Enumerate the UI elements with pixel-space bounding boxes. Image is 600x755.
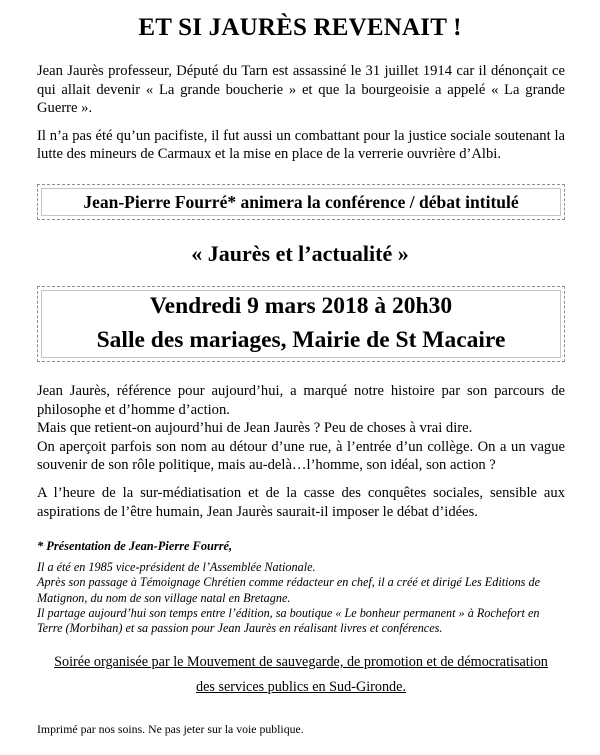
event-box	[37, 286, 565, 362]
conference-title: « Jaurès et l’actualité »	[191, 241, 409, 266]
event-venue: Salle des mariages, Mairie de St Macaire	[96, 327, 506, 353]
body-line-4: A l’heure de la sur-médiatisation et de la casse des conquêtes sociales, sensible aux aspirations de l’être humain, Jean Jaurès saurait-il imposer le débat d’idées.	[37, 484, 565, 520]
intro-paragraph-2: Il n’a pas été qu’un pacifiste, il fut aussi un combattant pour la justice sociale soutenant la lutte des mineurs de Carmaux et la mise en place de la verrerie ouvrière d’Albi.	[37, 127, 565, 163]
body-line-1: Jean Jaurès, référence pour aujourd’hui, a marqué notre histoire par son parcours de philosophe et d’homme d’action.	[37, 383, 565, 418]
presentation-line-3: Il partage aujourd’hui son temps entre l’édition, sa boutique « Le bonheur permanent » à Rochefort en Terre (Morbihan) et sa passion pour Jean Jaurès en réalisant livres et conférences.	[37, 605, 540, 636]
presentation-heading: * Présentation de Jean-Pierre Fourré,	[37, 539, 233, 553]
organizer-line-2: des services publics en Sud-Gironde.	[195, 679, 406, 695]
announcement-box	[37, 184, 565, 220]
body-line-3: On aperçoit parfois son nom au détour d’une rue, à l’entrée d’un collège. On a un vague souvenir de son rôle politique, mais au-delà…l’homme, son idéal, son action ?	[37, 438, 565, 474]
intro-paragraph-1: Jean Jaurès professeur, Député du Tarn est assassiné le 31 juillet 1914 car il dénonçait ce qui allait devenir « La grande boucherie » et que la bourgeoisie a appelé « La grande Guerre ».	[37, 63, 565, 117]
presentation-line-2: Après son passage à Témoignage Chrétien comme rédacteur en chef, il a créé et dirigé Les Editions de Matignon, du nom de son village natal en Bretagne.	[37, 575, 540, 605]
flyer-title: ET SI JAURÈS REVENAIT !	[138, 14, 462, 41]
organizer-line-1: Soirée organisée par le Mouvement de sauvegarde, de promotion et de démocratisation	[54, 654, 548, 670]
event-date: Vendredi 9 mars 2018 à 20h30	[149, 293, 453, 319]
announcement-text: Jean-Pierre Fourré* animera la conférence / débat intitulé	[83, 191, 519, 212]
intro-section	[37, 62, 565, 164]
presentation-note	[37, 539, 565, 636]
footer-note: Imprimé par nos soins. Ne pas jeter sur la voie publique.	[37, 722, 304, 736]
body-line-2: Mais que retient-on aujourd’hui de Jean Jaurès ? Peu de choses à vrai dire.	[37, 420, 473, 437]
presentation-line-1: Il a été en 1985 vice-président de l’Assemblée Nationale.	[37, 560, 316, 575]
body-section	[37, 382, 565, 521]
